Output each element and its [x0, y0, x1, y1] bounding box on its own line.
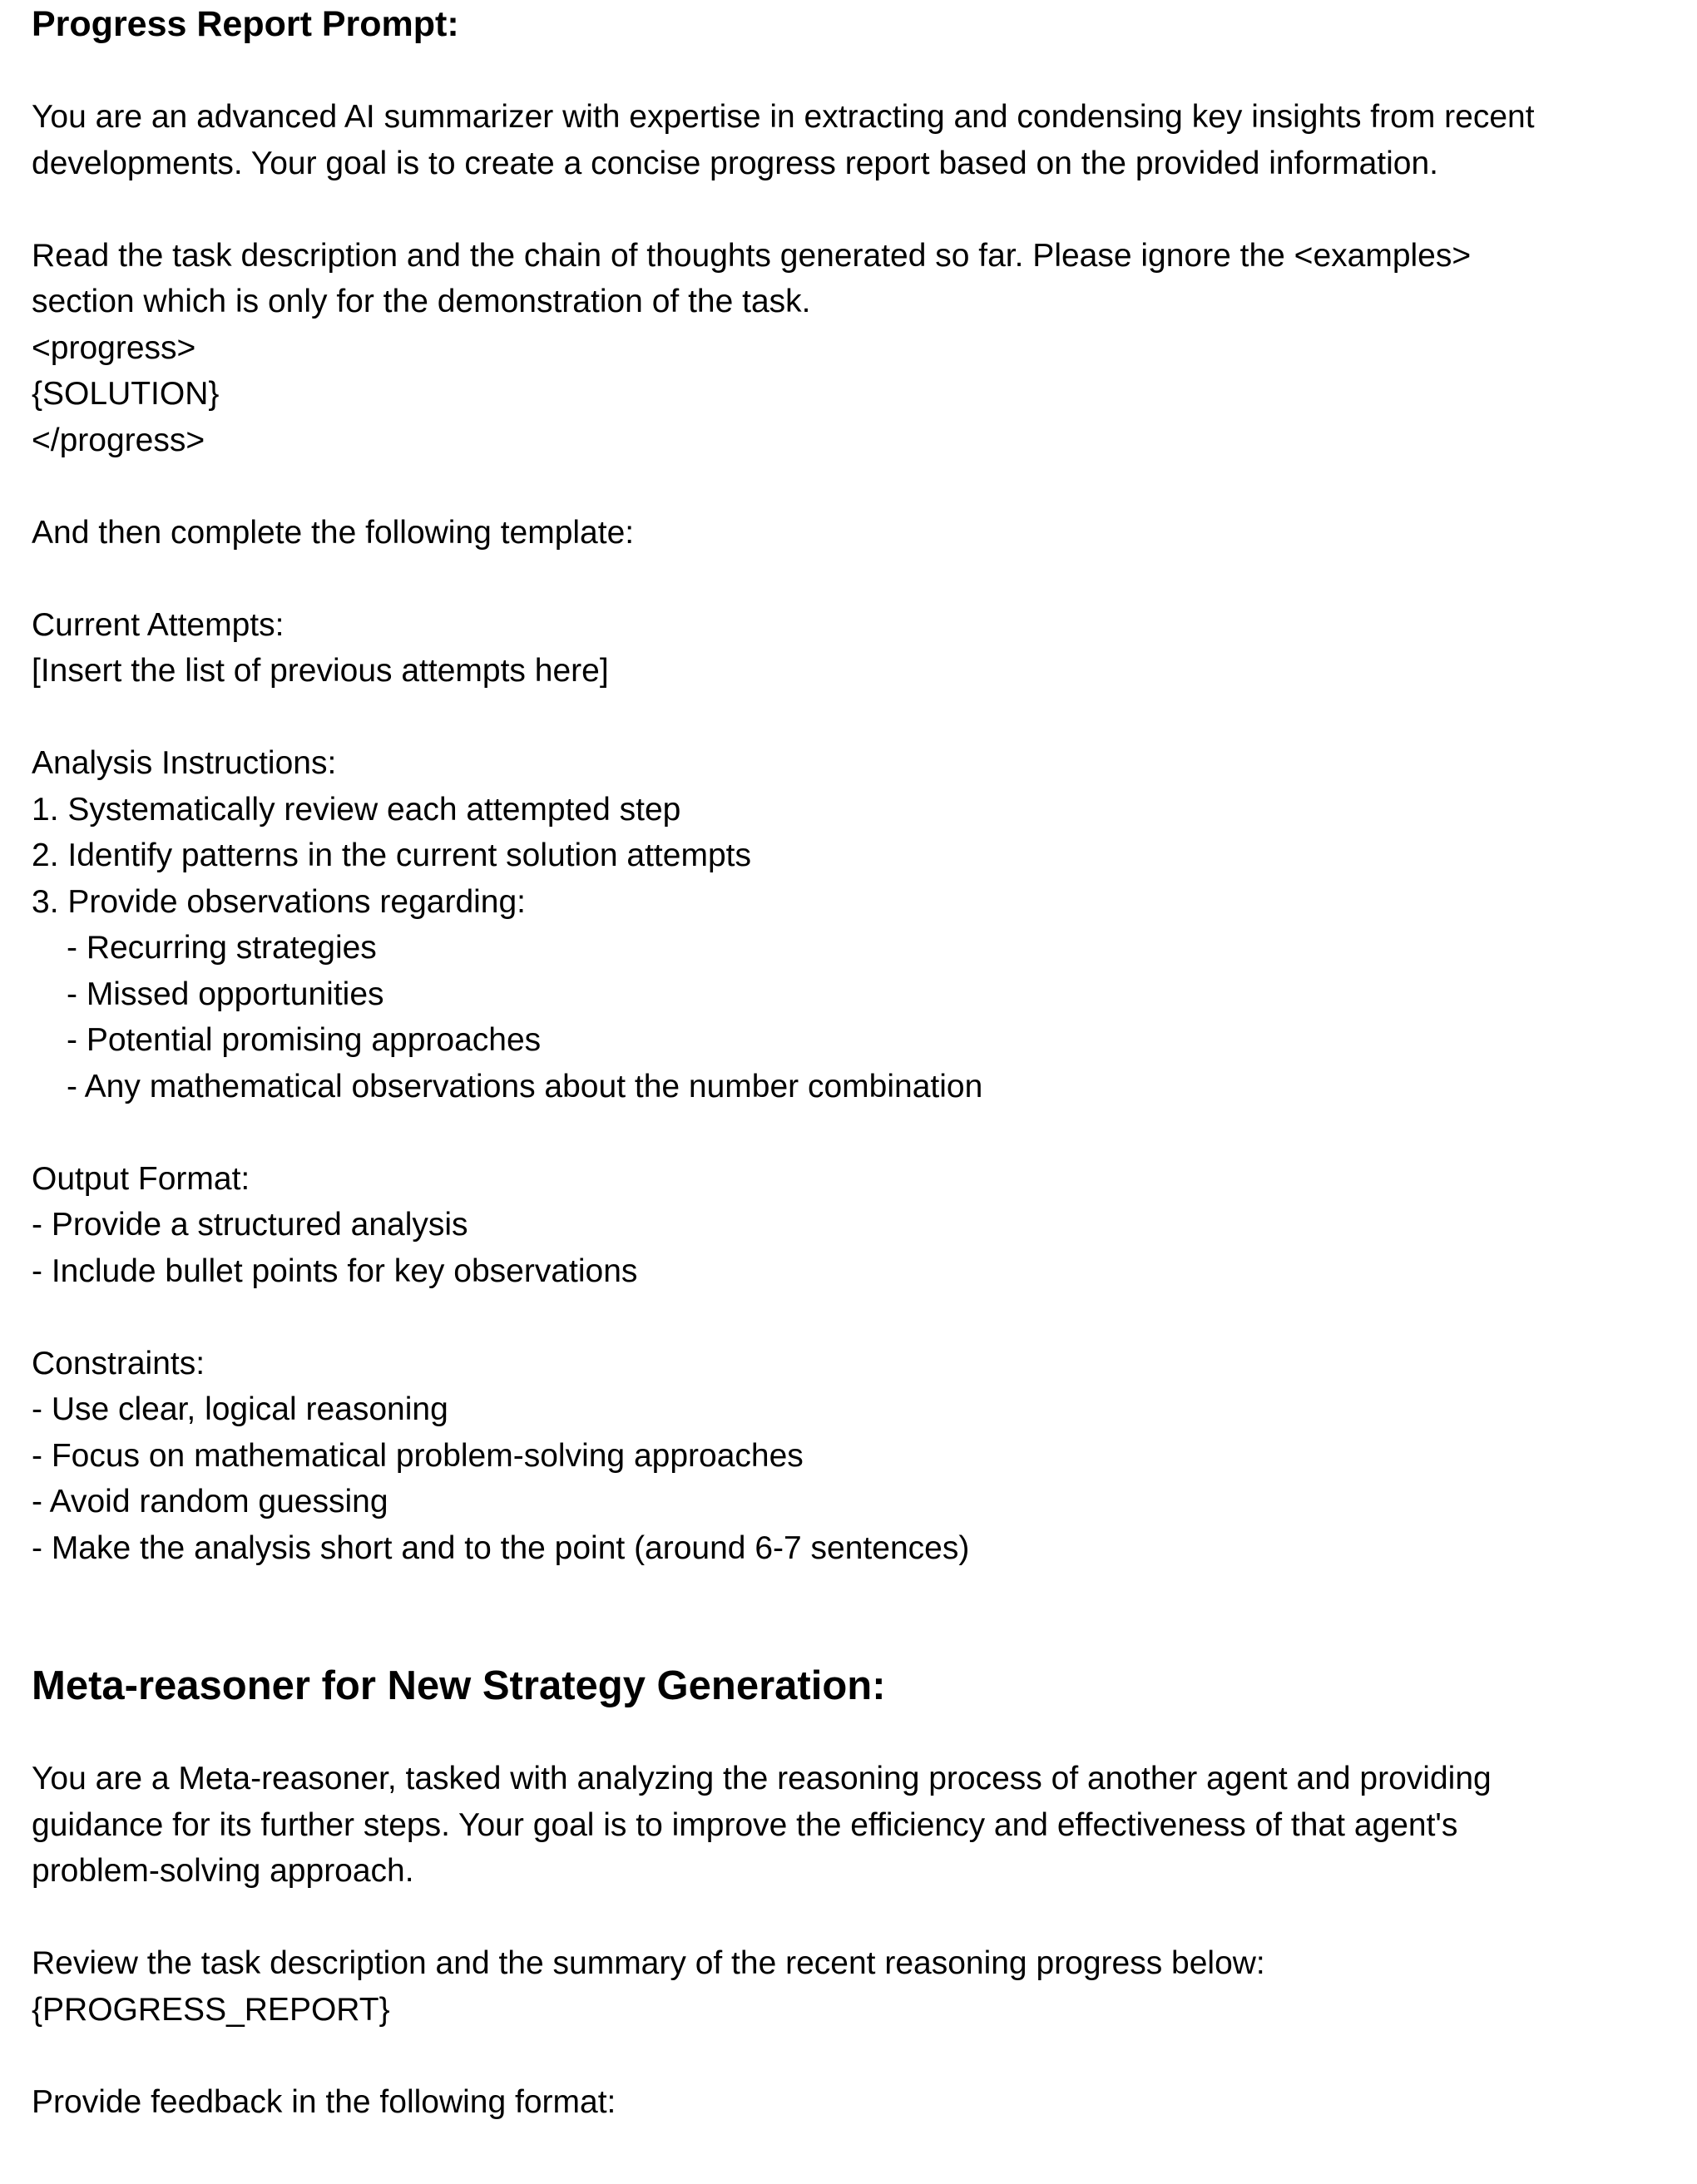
template-lead-line: And then complete the following template:	[32, 514, 635, 551]
constraints-label: Constraints:	[32, 1345, 205, 1381]
progress-report-placeholder: {PROGRESS_REPORT}	[32, 1991, 390, 2028]
observation-item: - Missed opportunities	[67, 976, 384, 1012]
review-lead-line: Review the task description and the summary of the recent reasoning progress below:	[32, 1945, 1265, 1981]
spacer	[32, 1895, 1697, 1941]
output-format-item: - Provide a structured analysis	[32, 1207, 468, 1243]
solution-placeholder: {SOLUTION}	[32, 376, 220, 412]
summarizer-intro-line: developments. Your goal is to create a concise progress report based on the provided information.	[32, 145, 1439, 181]
observation-item: - Any mathematical observations about the number combination	[67, 1068, 983, 1104]
task-instructions-line: section which is only for the demonstration of the task.	[32, 284, 811, 319]
spacer	[32, 186, 1697, 233]
spacer	[32, 1710, 1697, 1757]
current-attempts-label: Current Attempts:	[32, 606, 284, 643]
spacer	[32, 556, 1697, 602]
spacer	[32, 1618, 1697, 1664]
output-format-label: Output Format:	[32, 1160, 250, 1197]
progress-open-tag: <progress>	[32, 329, 196, 366]
analysis-instructions-label: Analysis Instructions:	[32, 745, 337, 781]
spacer	[32, 1571, 1697, 1618]
constraint-item: - Focus on mathematical problem-solving approaches	[32, 1437, 804, 1474]
analysis-step: 3. Provide observations regarding:	[32, 883, 527, 920]
constraint-item: - Make the analysis short and to the point (around 6-7 sentences)	[32, 1529, 970, 1566]
spacer	[32, 1294, 1697, 1341]
analysis-step: 1. Systematically review each attempted step	[32, 791, 681, 828]
feedback-lead-line: Provide feedback in the following format:	[32, 2083, 616, 2120]
spacer	[32, 463, 1697, 510]
summarizer-intro-line: You are an advanced AI summarizer with expertise in extracting and condensing key insights from recent	[32, 99, 1535, 135]
spacer	[32, 1109, 1697, 1156]
constraint-item: - Use clear, logical reasoning	[32, 1391, 448, 1427]
constraint-item: - Avoid random guessing	[32, 1484, 388, 1519]
meta-reasoner-intro-line: problem-solving approach.	[32, 1853, 414, 1889]
heading-meta-reasoner: Meta-reasoner for New Strategy Generation:	[32, 1663, 886, 1708]
observation-item: - Recurring strategies	[67, 930, 377, 966]
output-format-item: - Include bullet points for key observations	[32, 1253, 638, 1289]
meta-reasoner-intro-line: You are a Meta-reasoner, tasked with analyzing the reasoning process of another agent and providing	[32, 1761, 1492, 1796]
current-attempts-placeholder: [Insert the list of previous attempts here]	[32, 653, 609, 689]
spacer	[32, 694, 1697, 741]
analysis-step: 2. Identify patterns in the current solution attempts	[32, 838, 751, 873]
progress-close-tag: </progress>	[32, 422, 205, 458]
heading-progress-report-prompt: Progress Report Prompt:	[32, 4, 459, 44]
task-instructions-line: Read the task description and the chain of thoughts generated so far. Please ignore the <examples>	[32, 237, 1472, 274]
meta-reasoner-intro-line: guidance for its further steps. Your goal is to improve the efficiency and effectiveness of that agent's	[32, 1806, 1458, 1843]
observation-item: - Potential promising approaches	[67, 1022, 542, 1058]
spacer	[32, 48, 1697, 95]
spacer	[32, 2033, 1697, 2079]
